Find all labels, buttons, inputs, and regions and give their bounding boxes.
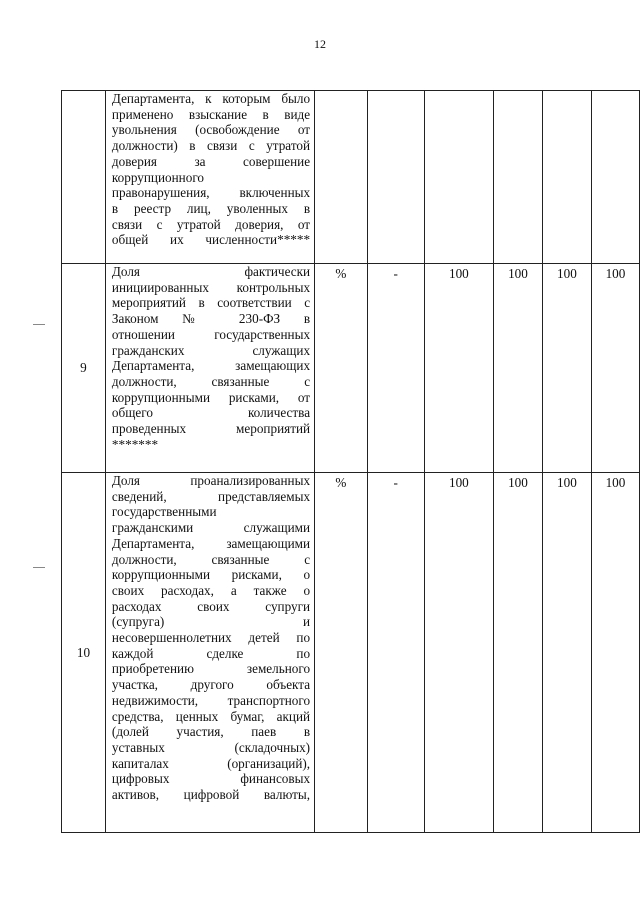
row-number: 10 bbox=[62, 473, 106, 833]
description-line: увольнения (освобождение от bbox=[111, 122, 311, 138]
value-v1 bbox=[424, 91, 493, 264]
value-base: - bbox=[367, 473, 424, 833]
value-v4: 100 bbox=[591, 473, 639, 833]
description-line: должности, связанные с bbox=[111, 551, 311, 567]
description-line: отношении государственных bbox=[111, 326, 311, 342]
value-v4: 100 bbox=[591, 264, 639, 473]
value-v2 bbox=[493, 91, 542, 264]
margin-mark bbox=[33, 324, 45, 325]
description-line: недвижимости, транспортного bbox=[111, 692, 311, 708]
description-line: расходах своих супруги bbox=[111, 598, 311, 614]
value-v3: 100 bbox=[542, 264, 591, 473]
description-line: Департамента, к которым было bbox=[111, 91, 311, 106]
description-line: участка, другого объекта bbox=[111, 677, 311, 693]
indicator-description bbox=[105, 473, 314, 833]
description-line: Департамента, замещающими bbox=[111, 535, 311, 551]
description-line: доверия за совершение bbox=[111, 153, 311, 169]
description-line: в реестр лиц, уволенных в bbox=[111, 200, 311, 216]
value-unit bbox=[315, 91, 368, 264]
value-unit: % bbox=[315, 264, 368, 473]
description-line: мероприятий в соответствии с bbox=[111, 295, 311, 311]
page-number: 12 bbox=[314, 37, 326, 51]
table-row bbox=[62, 264, 640, 473]
description-line: гражданскими служащими bbox=[111, 520, 311, 536]
description-line: уставных (складочных) bbox=[111, 739, 311, 755]
margin-mark bbox=[33, 567, 45, 568]
description-line: связи с утратой доверия, от bbox=[111, 216, 311, 232]
value-v1: 100 bbox=[424, 473, 493, 833]
description-line: каждой сделке по bbox=[111, 645, 311, 661]
description-line: коррупционного bbox=[111, 169, 205, 185]
row-number bbox=[62, 91, 106, 264]
description-line: государственными bbox=[111, 504, 217, 520]
description-line: ******* bbox=[111, 436, 159, 452]
table-row bbox=[62, 91, 640, 264]
indicator-description bbox=[105, 91, 314, 264]
table-row bbox=[62, 473, 640, 833]
description-line: активов, цифровой валюты, bbox=[111, 787, 311, 803]
description-line: коррупционными рисками, о bbox=[111, 567, 311, 583]
description-line: средства, ценных бумаг, акций bbox=[111, 708, 311, 724]
description-line: гражданских служащих bbox=[111, 342, 311, 358]
description-line: своих расходах, а также о bbox=[111, 582, 311, 598]
value-base bbox=[367, 91, 424, 264]
value-base: - bbox=[367, 264, 424, 473]
row-number: 9 bbox=[62, 264, 106, 473]
description-line: коррупционными рисками, от bbox=[111, 389, 311, 405]
description-line: капиталах (организаций), bbox=[111, 755, 311, 771]
description-line: сведений, представляемых bbox=[111, 488, 311, 504]
description-line: несовершеннолетних детей по bbox=[111, 630, 311, 646]
value-v3 bbox=[542, 91, 591, 264]
description-line: проведенных мероприятий bbox=[111, 421, 311, 437]
description-line: должности, связанные с bbox=[111, 373, 311, 389]
description-line: должности) в связи с утратой bbox=[111, 138, 311, 154]
description-line: инициированных контрольных bbox=[111, 279, 311, 295]
value-unit: % bbox=[315, 473, 368, 833]
value-v4 bbox=[591, 91, 639, 264]
description-line: (долей участия, паев в bbox=[111, 724, 311, 740]
description-line: правонарушения, включенных bbox=[111, 185, 311, 201]
description-line: общего количества bbox=[111, 405, 311, 421]
description-line: Доля проанализированных bbox=[111, 473, 311, 488]
value-v2: 100 bbox=[493, 473, 542, 833]
indicator-description bbox=[105, 264, 314, 473]
description-line: Доля фактически bbox=[111, 264, 311, 279]
value-v1: 100 bbox=[424, 264, 493, 473]
indicators-table bbox=[61, 90, 640, 833]
description-line: Законом № 230-ФЗ в bbox=[111, 311, 311, 327]
value-v3: 100 bbox=[542, 473, 591, 833]
description-line: общей их численности***** bbox=[111, 232, 311, 248]
description-line: применено взыскание в виде bbox=[111, 106, 311, 122]
description-line: Департамента, замещающих bbox=[111, 358, 311, 374]
description-line: приобретению земельного bbox=[111, 661, 311, 677]
description-line: (супруга) и bbox=[111, 614, 311, 630]
value-v2: 100 bbox=[493, 264, 542, 473]
description-line: цифровых финансовых bbox=[111, 771, 311, 787]
